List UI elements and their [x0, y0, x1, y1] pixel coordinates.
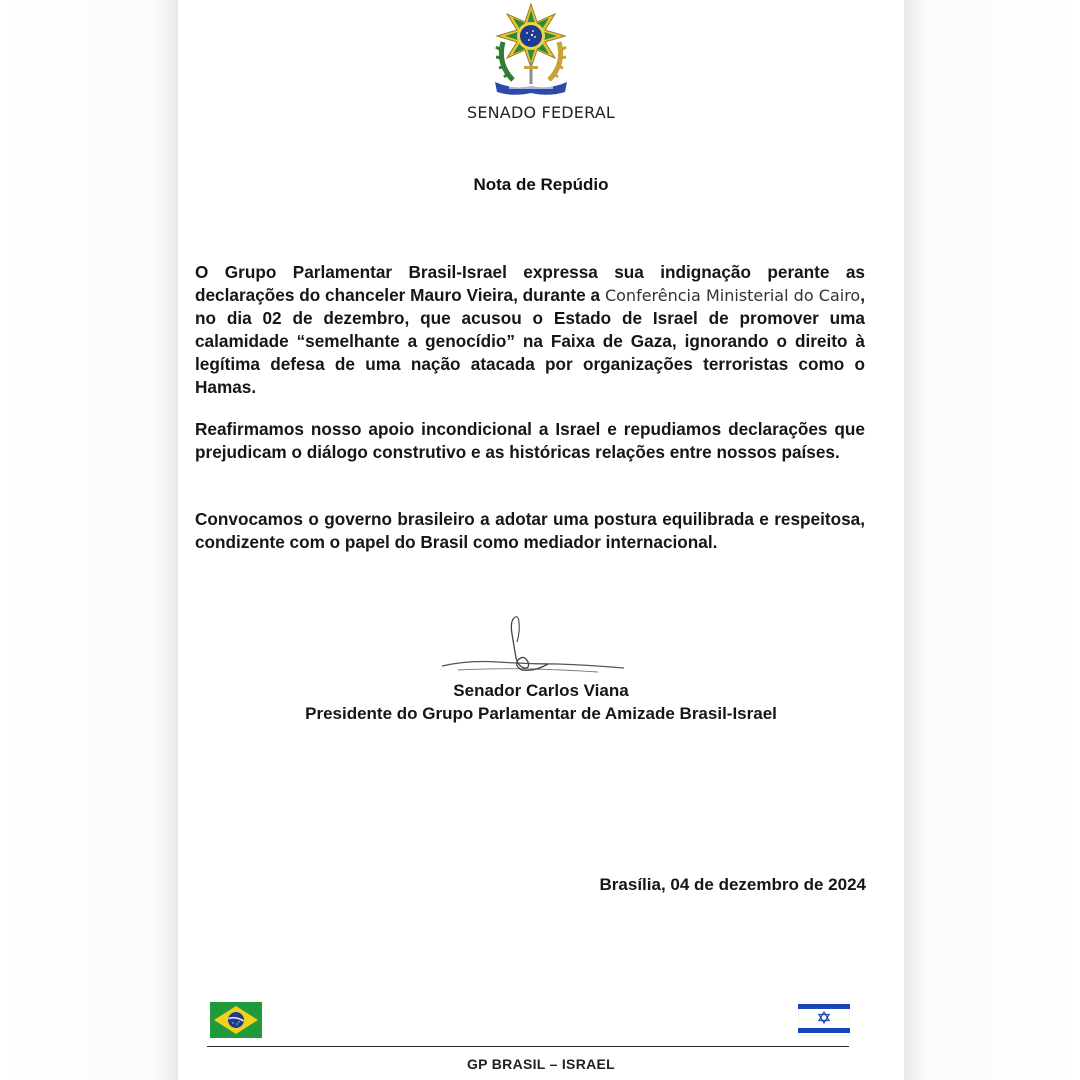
signer-role: Presidente do Grupo Parlamentar de Amizade Brasil-Israel — [305, 704, 777, 723]
signer-name: Senador Carlos Viana — [453, 681, 629, 700]
paragraph-3: Convocamos o governo brasileiro a adotar uma postura equilibrada e respeitosa, condizente com o papel do Brasil como mediador internacional. — [195, 509, 865, 552]
place-and-date: Brasília, 04 de dezembro de 2024 — [599, 875, 866, 894]
handwritten-signature-icon — [438, 612, 628, 676]
letter-page — [178, 0, 904, 1080]
institution-name: SENADO FEDERAL — [466, 103, 616, 122]
conference-name: Conferência Ministerial do Cairo — [604, 285, 861, 305]
brazil-coat-of-arms-icon — [489, 2, 573, 98]
page-shadow-left — [0, 0, 178, 1080]
footer-label: GP BRASIL – ISRAEL — [466, 1056, 616, 1072]
israel-flag-icon — [798, 1001, 850, 1036]
paragraph-2: Reafirmamos nosso apoio incondicional a Israel e repudiamos declarações que prejudicam o diálogo construtivo e as históricas relações entre nossos países. — [195, 419, 865, 462]
page-shadow-right — [904, 0, 1080, 1080]
paragraph-1-part-1: O Grupo Parlamentar Brasil-Israel expressa sua indignação perante as declarações do chanceler Mauro Vieira, durante a — [195, 262, 865, 305]
paragraph-1-part-2: , no dia 02 de dezembro, que acusou o Estado de Israel de promover uma calamidade “semelhante a genocídio” na Faixa de Gaza, ignorando o direito à legítima defesa de uma nação atacada por organizações terroristas como o Hamas. — [195, 284, 865, 397]
paragraph-1 — [195, 261, 865, 398]
brazil-flag-icon — [210, 1002, 262, 1038]
footer-divider — [207, 1046, 849, 1047]
document-title: Nota de Repúdio — [473, 175, 609, 194]
